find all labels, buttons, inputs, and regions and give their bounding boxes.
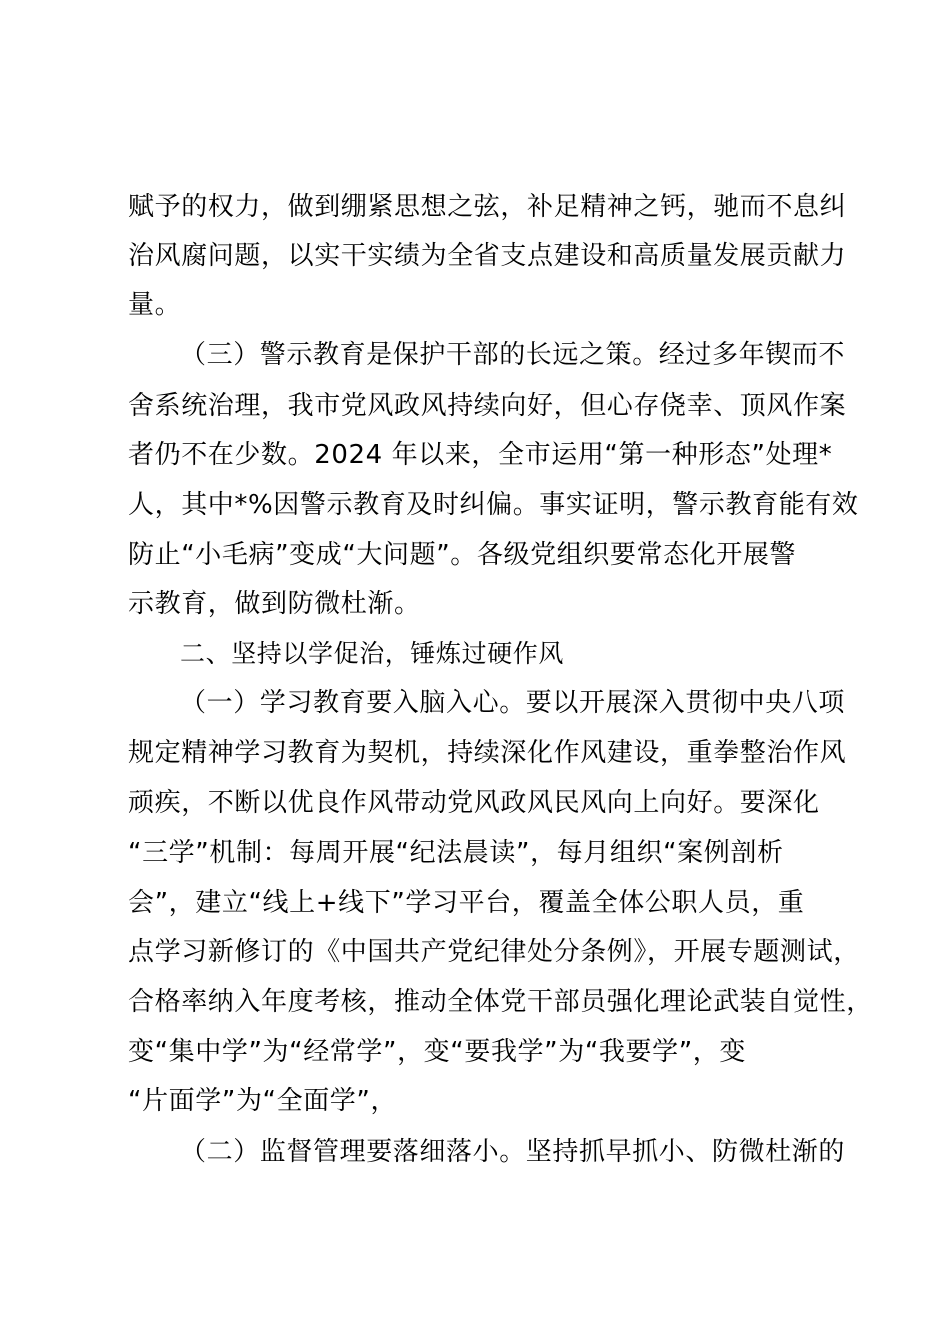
- body-text-line: 顽疾，不断以优良作风带动党风政风民风向上向好。要深化: [128, 788, 820, 818]
- body-text-line: 合格率纳入年度考核，推动全体党干部员强化理论武装自觉性，: [128, 987, 873, 1017]
- body-text-line: 舍系统治理，我市党风政风持续向好，但心存侥幸、顶风作案: [128, 391, 847, 421]
- body-text-line: 量。: [128, 290, 182, 320]
- body-text-line: 防止“小毛病”变成“大问题”。各级党组织要常态化开展警: [128, 540, 797, 570]
- section-paragraph-start: （三）警示教育是保护干部的长远之策。经过多年锲而不: [180, 340, 846, 370]
- body-text-line: 者仍不在少数。2024 年以来，全市运用“第一种形态”处理*: [128, 440, 833, 470]
- section-paragraph-start: （一）学习教育要入脑入心。要以开展深入贯彻中央八项: [180, 688, 846, 718]
- body-text-line: 治风腐问题，以实干实绩为全省支点建设和高质量发展贡献力: [128, 241, 847, 271]
- section-paragraph-start: （二）监督管理要落细落小。坚持抓早抓小、防微杜渐的: [180, 1137, 846, 1167]
- body-text-line: 变“集中学”为“经常学”，变“要我学”为“我要学”，变: [128, 1037, 746, 1067]
- body-text-line: 赋予的权力，做到绷紧思想之弦，补足精神之钙，驰而不息纠: [128, 192, 847, 222]
- body-text-line: 会”，建立“线上+线下”学习平台，覆盖全体公职人员，重: [128, 888, 805, 918]
- body-text-line: “片面学”为“全面学”，: [128, 1086, 398, 1116]
- section-heading: 二、坚持以学促治，锤炼过硬作风: [180, 639, 565, 668]
- body-text-line: 示教育，做到防微杜渐。: [128, 589, 421, 619]
- body-text-line: 规定精神学习教育为契机，持续深化作风建设，重拳整治作风: [128, 738, 847, 768]
- body-text-line: 点学习新修订的《中国共产党纪律处分条例》，开展专题测试，: [128, 937, 860, 967]
- body-text-line: 人，其中*%因警示教育及时纠偏。事实证明，警示教育能有效: [128, 490, 859, 520]
- body-text-line: “三学”机制：每周开展“纪法晨读”，每月组织“案例剖析: [128, 838, 784, 868]
